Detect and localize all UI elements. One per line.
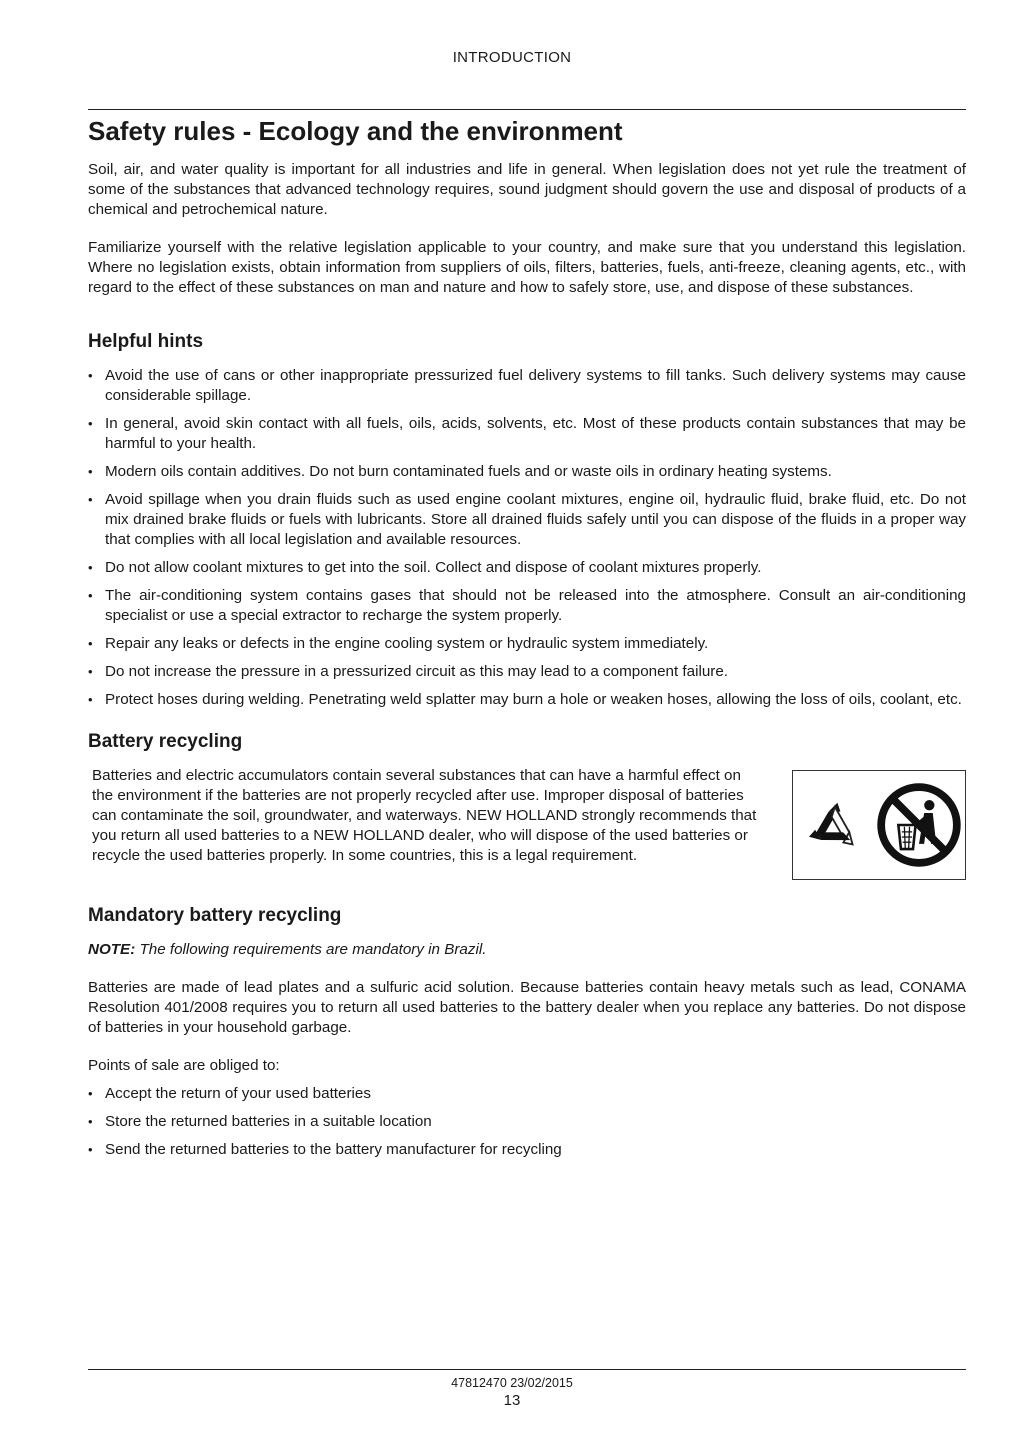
intro-paragraph-2: Familiarize yourself with the relative legislation applicable to your country, and make sure that you understand this legislation. Where no legislation exists, obtain information from suppliers of oils, filters, batteries, fuels, anti-freeze, cleaning agents, etc., with regard to the effect of these substances on man and nature and how to safely store, use, and dispose of these substances. [88,239,966,296]
page-content [88,114,966,1178]
mandatory-recycling-heading: Mandatory battery recycling [88,905,342,926]
list-item: • Protect hoses during welding. Penetrating weld splatter may burn a hole or weaken hoses, allowing the loss of oils, coolant, etc. [88,690,966,710]
helpful-hints-heading: Helpful hints [88,331,204,352]
list-item: • Modern oils contain additives. Do not burn contaminated fuels and or waste oils in ordinary heating systems. [88,462,966,482]
points-intro: Points of sale are obliged to: [88,1057,280,1074]
battery-recycling-heading: Battery recycling [88,731,243,752]
intro-paragraph-1: Soil, air, and water quality is important for all industries and life in general. When legislation does not yet rule the treatment of some of the substances that advanced technology requires, sound judgment should govern the use and disposal of products of a chemical and petrochemical nature. [88,161,966,218]
list-item: • In general, avoid skin contact with all fuels, oils, acids, solvents, etc. Most of these products contain substances that may be harmful to your health. [88,414,966,454]
list-item: • Do not increase the pressure in a pressurized circuit as this may lead to a component failure. [88,662,966,682]
mandatory-recycling-text: Batteries are made of lead plates and a sulfuric acid solution. Because batteries contain heavy metals such as lead, CONAMA Resolution 401/2008 requires you to return all used batteries to the battery dealer when you replace any batteries. Do not dispose of batteries in your household garbage. [88,979,966,1036]
page-title: Safety rules - Ecology and the environment [88,116,623,146]
recycling-symbols [792,770,966,880]
running-header: INTRODUCTION [452,49,572,66]
header-rule [88,109,966,110]
list-item: • Avoid spillage when you drain fluids such as used engine coolant mixtures, engine oil, hydraulic fluid, brake fluid, etc. Do not mix drained brake fluids or fuels with lubricants. Store all drained fluids safely until you can dispose of the fluids in a proper way that complies with all local legislation and available resources. [88,490,966,550]
no-trash-bin-icon [876,782,962,868]
footer-rule [88,1369,966,1370]
list-item: • Send the returned batteries to the battery manufacturer for recycling [88,1140,966,1160]
recycle-icon [796,788,870,862]
note [88,940,966,960]
list-item: • Accept the return of your used batteries [88,1084,966,1104]
helpful-hints-list [88,366,966,710]
list-item: • Avoid the use of cans or other inappropriate pressurized fuel delivery systems to fill tanks. Such delivery systems may cause considerable spillage. [88,366,966,406]
battery-recycling-text: Batteries and electric accumulators contain several substances that can have a harmful effect on the environment if the batteries are not properly recycled after use. Improper disposal of batteries can contaminate the soil, groundwater, and waterways. NEW HOLLAND strongly recommends that you return all used batteries to a NEW HOLLAND dealer, who will dispose of the used batteries or recycle the used batteries properly. In some countries, this is a legal requirement. [92,767,757,864]
list-item: • Store the returned batteries in a suitable location [88,1112,966,1132]
note-label: NOTE: [88,941,136,958]
battery-recycling-section [88,766,966,880]
document-code: 47812470 23/02/2015 [451,1376,573,1390]
list-item: • Do not allow coolant mixtures to get into the soil. Collect and dispose of coolant mixtures properly. [88,558,966,578]
page-number: 13 [503,1392,521,1409]
points-list [88,1084,966,1160]
note-text: The following requirements are mandatory in Brazil. [135,941,487,958]
list-item: • Repair any leaks or defects in the engine cooling system or hydraulic system immediately. [88,634,966,654]
list-item: • The air-conditioning system contains gases that should not be released into the atmosphere. Consult an air-conditioning specialist or use a special extractor to recharge the system properly. [88,586,966,626]
